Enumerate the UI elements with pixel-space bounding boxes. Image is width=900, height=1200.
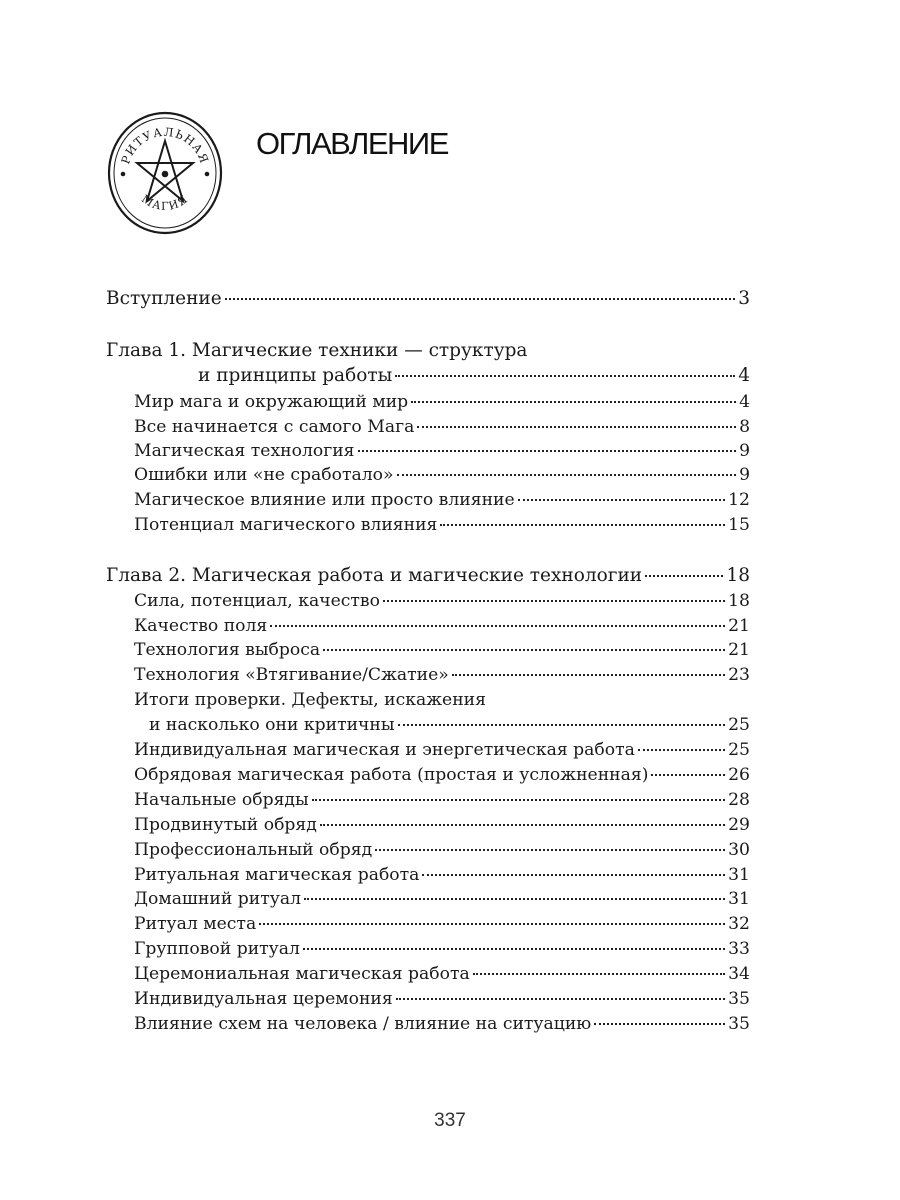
dot-leader xyxy=(651,773,725,776)
toc-entry-page: 31 xyxy=(728,865,750,885)
toc-entry[interactable] xyxy=(134,837,750,863)
svg-text:МАГИЯ xyxy=(139,192,191,213)
toc-entry-title: Профессиональный обряд xyxy=(134,840,373,860)
dot-leader xyxy=(422,873,725,876)
emblem-bottom-text: МАГИЯ xyxy=(139,192,191,213)
toc-entry-title: Обрядовая магическая работа (простая и усложненная) xyxy=(134,765,649,785)
toc-entry[interactable] xyxy=(134,886,750,912)
toc-entry-title: Продвинутый обряд xyxy=(134,815,317,835)
toc-entry[interactable] xyxy=(134,986,750,1012)
toc-entry[interactable] xyxy=(134,588,750,614)
dot-leader xyxy=(270,624,725,627)
toc-entry[interactable] xyxy=(134,737,750,763)
toc-entry-page: 26 xyxy=(728,765,750,785)
toc-entry-page: 8 xyxy=(739,417,750,437)
toc-entry-page: 21 xyxy=(728,616,750,636)
toc-entry[interactable] xyxy=(134,812,750,838)
dot-leader xyxy=(473,972,725,975)
toc-entry-page: 34 xyxy=(728,964,750,984)
toc-entry[interactable] xyxy=(134,512,750,538)
toc-entry-title: Вступление xyxy=(106,288,222,309)
toc-entry[interactable] xyxy=(134,613,750,639)
toc-entry[interactable] xyxy=(134,487,750,513)
toc-entry-page: 25 xyxy=(728,715,750,735)
toc-entry-title: Качество поля xyxy=(134,616,268,636)
toc-entry[interactable] xyxy=(134,1011,750,1037)
toc-entry-title[interactable]: Итоги проверки. Дефекты, искажения xyxy=(134,690,486,710)
toc-entry-page: 4 xyxy=(739,392,750,412)
dot-leader xyxy=(375,848,725,851)
toc-entry-title: Мир мага и окружающий мир xyxy=(134,392,409,412)
toc-entry-page: 15 xyxy=(728,515,750,535)
dot-leader xyxy=(312,798,725,801)
ritual-magic-emblem xyxy=(106,108,224,238)
toc-entry[interactable] xyxy=(134,389,750,415)
toc-entry-page: 35 xyxy=(728,1014,750,1034)
toc-entry-page: 23 xyxy=(728,665,750,685)
toc-entry-title: Ритуал места xyxy=(134,914,257,934)
toc-entry-title: Влияние схем на человека / влияние на ситуацию xyxy=(134,1014,592,1034)
toc-entry[interactable] xyxy=(134,438,750,464)
toc-entry[interactable] xyxy=(134,762,750,788)
dot-leader xyxy=(259,922,725,925)
toc-entry-page: 18 xyxy=(726,565,750,586)
toc-entry-title: Магическая технология xyxy=(134,441,355,461)
toc-entry-page: 30 xyxy=(728,840,750,860)
dot-leader xyxy=(440,523,725,526)
page-title: ОГЛАВЛЕНИЕ xyxy=(256,126,448,161)
chapter-1-title-continued: и принципы работы xyxy=(198,365,393,386)
dot-leader xyxy=(452,673,725,676)
toc-entry[interactable] xyxy=(134,414,750,440)
toc-entry-page: 25 xyxy=(728,740,750,760)
toc-entry-title: Ритуальная магическая работа xyxy=(134,865,420,885)
dot-leader xyxy=(320,823,725,826)
chapter-2-entry[interactable] xyxy=(106,563,750,589)
dot-leader xyxy=(398,723,726,726)
dot-leader xyxy=(411,400,736,403)
toc-entry-page: 18 xyxy=(728,591,750,611)
dot-leader xyxy=(323,648,725,651)
toc-entry-page: 33 xyxy=(728,939,750,959)
toc-entry-page: 9 xyxy=(739,441,750,461)
toc-entry-title: Ошибки или «не сработало» xyxy=(134,465,394,485)
emblem-top-text: РИТУАЛЬНАЯ xyxy=(118,124,212,166)
dot-leader xyxy=(417,425,736,428)
toc-entry-title: Начальные обряды xyxy=(134,790,309,810)
toc-entry[interactable] xyxy=(134,662,750,688)
toc-entry[interactable] xyxy=(134,787,750,813)
toc-entry-page: 3 xyxy=(738,288,750,309)
toc-entry-title: Все начинается с самого Мага xyxy=(134,417,415,437)
toc-entry[interactable] xyxy=(134,961,750,987)
dot-leader xyxy=(397,473,737,476)
chapter-2-title: Глава 2. Магическая работа и магические технологии xyxy=(106,565,643,586)
toc-entry-page: 29 xyxy=(728,815,750,835)
dot-leader xyxy=(303,947,725,950)
toc-entry-title: Сила, потенциал, качество xyxy=(134,591,380,611)
dot-leader xyxy=(225,297,736,300)
dot-leader xyxy=(518,498,725,501)
chapter-1-title[interactable]: Глава 1. Магические техники — структура xyxy=(106,340,528,361)
dot-leader xyxy=(395,374,735,377)
toc-entry-title: Домашний ритуал xyxy=(134,889,301,909)
toc-entry-page: 4 xyxy=(738,365,750,386)
toc-entry-title: Групповой ритуал xyxy=(134,939,300,959)
toc-entry[interactable] xyxy=(134,862,750,888)
toc-entry-page: 31 xyxy=(728,889,750,909)
toc-entry-intro[interactable] xyxy=(106,286,750,312)
toc-entry-title: Технология выброса xyxy=(134,640,321,660)
dot-leader xyxy=(383,599,725,602)
dot-leader xyxy=(396,997,725,1000)
dot-leader xyxy=(304,897,725,900)
dot-leader xyxy=(638,748,725,751)
toc-entry-title: Технология «Втягивание/Сжатие» xyxy=(134,665,449,685)
toc-entry[interactable] xyxy=(134,911,750,937)
toc-entry-title: Церемониальная магическая работа xyxy=(134,964,470,984)
toc-entry-page: 28 xyxy=(728,790,750,810)
toc-entry-page: 9 xyxy=(739,465,750,485)
toc-entry-page: 32 xyxy=(728,914,750,934)
dot-leader xyxy=(645,574,723,577)
dot-leader xyxy=(594,1022,725,1025)
chapter-1-entry[interactable] xyxy=(198,363,750,389)
toc-entry[interactable] xyxy=(149,712,750,738)
toc-entry-title: Потенциал магического влияния xyxy=(134,515,438,535)
toc-entry-title: Индивидуальная церемония xyxy=(134,989,393,1009)
dot-leader xyxy=(358,449,737,452)
toc-entry-page: 12 xyxy=(728,490,750,510)
page-number: 337 xyxy=(434,1110,466,1131)
toc-entry[interactable] xyxy=(134,936,750,962)
toc-entry-title: Магическое влияние или просто влияние xyxy=(134,490,515,510)
toc-entry-page: 35 xyxy=(728,989,750,1009)
toc-entry-page: 21 xyxy=(728,640,750,660)
toc-entry-title-continued: и насколько они критичны xyxy=(149,715,395,735)
toc-entry[interactable] xyxy=(134,462,750,488)
toc-entry-title: Индивидуальная магическая и энергетическая работа xyxy=(134,740,635,760)
toc-entry[interactable] xyxy=(134,637,750,663)
